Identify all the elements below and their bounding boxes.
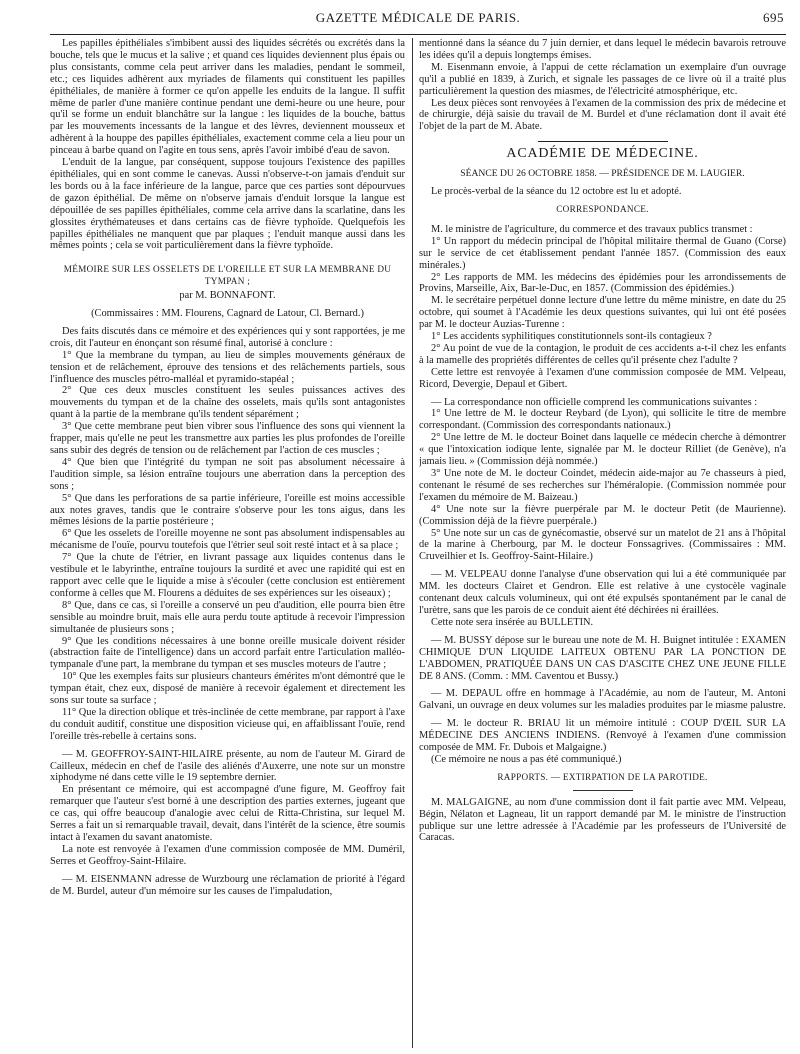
- conclusion-item: 5° Que dans les perforations de sa partie inférieure, l'oreille est moins accessible aux notes graves, tandis que le contraire s'observe pour les tons aigus, dans les mêmes lésions de la partie postérieure ;: [50, 492, 405, 528]
- column-divider: [412, 38, 413, 1048]
- article-heading: MÉMOIRE SUR LES OSSELETS DE L'OREILLE ET SUR LA MEMBRANE DU TYMPAN ;: [63, 264, 392, 287]
- subsection-heading: CORRESPONDANCE.: [556, 203, 649, 214]
- conclusion-item: 4° Que bien que l'intégrité du tympan ne soit pas absolument nécessaire à l'audition simple, sa lésion entraîne toujours une aberration dans la perception des sons ;: [50, 456, 405, 492]
- paragraph: Cette lettre est renvoyée à l'examen d'une commission composée de MM. Velpeau, Ricord, Devergie, Depaul et Gibert.: [419, 366, 786, 390]
- paragraph: Le procès-verbal de la séance du 12 octobre est lu et adopté.: [431, 186, 682, 198]
- paragraph: — M. EISENMANN adresse de Wurzbourg une réclamation de priorité à l'égard de M. Burdel, auteur d'un mémoire sur les causes de l'impaludation,: [50, 873, 405, 897]
- running-header: [50, 10, 786, 28]
- list-item: 1° Une lettre de M. le docteur Reybard (de Lyon), qui sollicite le titre de membre correspondant. (Commission des correspondants nationaux.): [419, 408, 786, 432]
- paragraph: mentionné dans la séance du 7 juin dernier, et dans lequel le médecin bavarois retrouve les idées qu'il a depuis longtemps émises.: [419, 38, 786, 61]
- conclusion-item: 3° Que cette membrane peut bien vibrer sous l'influence des sons qui viennent la frapper, mais qu'elle ne peut les transmettre aux parties les plus profondes de l'oreille sans subir des degrés de tension ou de relâchement par l'action de ces muscles ;: [50, 421, 405, 456]
- section-rule: [538, 141, 668, 142]
- right-column: [419, 38, 786, 1048]
- conclusion-item: 8° Que, dans ce cas, si l'oreille a conservé un peu d'audition, elle pourra bien être sensible au moindre bruit, mais elle aura perdu toute aptitude à recevoir l'impression simultanée de plusieurs sons ;: [50, 599, 405, 635]
- list-item: 2° Une lettre de M. le docteur Boinet dans laquelle ce médecin cherche à démontrer « que l'intoxication iodique lente, signalée par M. le docteur Rilliet (de Genève), n'a jamais lieu. » (Commission déjà nommée.): [419, 432, 786, 468]
- conclusion-item: 2° Que ces deux muscles constituent les seules puissances actives des mouvements du tympan et de la chaîne des osselets, mais qu'ils sont antagonistes quant à la partie de la membrane qu'ils tendent séparément ;: [50, 385, 405, 421]
- paragraph: M. Eisenmann envoie, à l'appui de cette réclamation un exemplaire d'un ouvrage qu'il a publié en 1839, à Zurich, et signale les passages de ce livre où il a traité plus particulièrement la question des miasmes, de l'électricité atmosphérique, etc.: [419, 61, 786, 97]
- session-line: SÉANCE DU 26 OCTOBRE 1858. — PRÉSIDENCE DE M. LAUGIER.: [460, 168, 745, 180]
- list-item: 4° Une note sur la fièvre puerpérale par M. le docteur Petit (de Maurienne). (Commission déjà de la fièvre puerpérale.): [419, 503, 786, 527]
- conclusion-item: 9° Que les conditions nécessaires à une bonne oreille musicale doivent résider (abstraction faite de l'intelligence) dans un accord parfait entre l'articulation malléo-tympanale d'une part, la membrane du tympan et ses muscles moteurs de l'autre ;: [50, 635, 405, 671]
- paragraph: — M. BUSSY dépose sur le bureau une note de M. H. Buignet intitulée : EXAMEN CHIMIQUE D'UN LIQUIDE LAITEUX OBTENU PAR LA PONCTION DE L'ABDOMEN, PRATIQUÉE DANS UN CAS D'ASCITE CHEZ UNE JEUNE FILLE DE 8 ANS. (Comm. : MM. Caventou et Bussy.): [419, 634, 786, 682]
- paragraph: Des faits discutés dans ce mémoire et des expériences qui y sont rapportées, je me crois, dit l'auteur en énonçant son résumé final, autorisé à conclure :: [50, 325, 405, 349]
- paragraph: Les deux pièces sont renvoyées à l'examen de la commission des prix de médecine et de chirurgie, déjà saisie du travail de M. Burdel et d'une réclamation dont il avait été l'objet de la part de M. Abate.: [419, 97, 786, 133]
- article-author: par M. BONNAFONT.: [179, 290, 276, 302]
- text-columns: [50, 38, 786, 1048]
- list-item: 2° Les rapports de MM. les médecins des épidémies pour les arrondissements de Provins, Marseille, Aix, Bar-le-Duc, en 1857. (Commission des épidémies.): [419, 271, 786, 295]
- left-column: [50, 38, 405, 1048]
- paragraph: — M. GEOFFROY-SAINT-HILAIRE présente, au nom de l'auteur M. Girard de Cailleux, médecin en chef de l'asile des aliénés d'Auxerre, une note sur un monstre xiphodyme né dans cette ville le 19 septembre dernier.: [50, 748, 405, 784]
- paragraph: — M. le docteur R. BRIAU lit un mémoire intitulé : COUP D'ŒIL SUR LA MÉDECINE DES ANCIENS INDIENS. (Renvoyé à l'examen d'une commission composée de MM. Fr. Dubois et Malgaigne.): [419, 718, 786, 754]
- list-item: 1° Les accidents syphilitiques constitutionnels sont-ils contagieux ?: [431, 331, 712, 343]
- conclusion-item: 7° Que la chute de l'étrier, en livrant passage aux liquides contenus dans le vestibule et le labyrinthe, entraîne toujours la surdité et avec une rapidité qui est en rapport avec celle que le liquide a mise à s'écouler (cette conclusion est entièrement conforme à celles que M. Flourens a déduites de ses expériences sur les oiseaux) ;: [50, 552, 405, 599]
- section-rule: [573, 790, 633, 791]
- section-title: ACADÉMIE DE MÉDECINE.: [506, 146, 699, 162]
- conclusion-item: 10° Que les exemples faits sur plusieurs chanteurs émérites m'ont démontré que le tympan était, chez eux, disposé de manière à recevoir également et directement les sons sur toute sa surface ;: [50, 671, 405, 707]
- paragraph: M. le secrétaire perpétuel donne lecture d'une lettre du même ministre, en date du 25 octobre, qui soumet à l'Académie les deux questions suivantes, qui lui ont été posées par M. le docteur Auzias-Turenne :: [419, 295, 786, 331]
- paragraph: — M. VELPEAU donne l'analyse d'une observation qui lui a été communiquée par MM. les docteurs Clairet et Gendron. Elle est relative à une cystocèle vaginale contenant deux calculs volumineux, qui ont été expulsés spontanément par le canal de l'urètre, sans que les parois de ce conduit aient été déchirées ni éraillées.: [419, 569, 786, 616]
- paragraph: M. le ministre de l'agriculture, du commerce et des travaux publics transmet :: [431, 223, 753, 235]
- paragraph: L'enduit de la langue, par conséquent, suppose toujours l'existence des papilles épithéliales, qui en sont comme le canevas. Aussi n'observe-t-on jamais d'enduit sur les bords ou à la face inférieure de la langue, parce que ces parties sont dépourvues de gazon épithélial. De même on n'observe jamais d'enduit lorsque la langue est dépouillée de ses papilles épithéliales, comme cela arrive dans la scarlatine, dans les glossites érythémateuses et dans certains cas de fièvre typhoïde. Quelquefois les papilles épithéliales ne manquent que par plaques ; l'enduit manque aussi dans les mêmes points ; cela se voit particulièrement dans la fièvre typhoïde.: [50, 157, 405, 252]
- list-item: 5° Une note sur un cas de gynécomastie, observé sur un matelot de 21 ans à l'hôpital de la marine à Cherbourg, par M. le docteur Fonssagrives. (Commissaires : MM. Cruveilhier et Is. Geoffroy-Saint-Hilaire.): [419, 527, 786, 563]
- paragraph: — M. DEPAUL offre en hommage à l'Académie, au nom de l'auteur, M. Antoni Galvani, un ouvrage en deux volumes sur les maladies produites par le miasme palustre.: [419, 688, 786, 712]
- list-item: 3° Une note de M. le docteur Coindet, médecin aide-major au 7e chasseurs à pied, contenant le résumé de ses recherches sur l'héméralopie. (Commission nommée pour l'examen du mémoire de M. Baizeau.): [419, 468, 786, 503]
- commissioners: (Commissaires : MM. Flourens, Cagnard de Latour, Cl. Bernard.): [91, 308, 364, 320]
- conclusion-item: 1° Que la membrane du tympan, au lieu de simples mouvements généraux de tension et de relâchement, éprouve des tensions et des relâchements partiels, sous l'influence des muscles pétro-malléal et pyramido-stapéal ;: [50, 349, 405, 385]
- journal-title: GAZETTE MÉDICALE DE PARIS.: [315, 10, 521, 25]
- paragraph: Les papilles épithéliales s'imbibent aussi des liquides sécrétés ou excrétés dans la bouche, tels que le mucus et la salive ; et quand ces liquides deviennent plus épais ou plus consistants, comme cela peut arriver dans les maladies, pendant le sommeil, etc.; ces liquides adhèrent aux myriades de filaments qui constituent les papilles épithéliales, de manière à former ce qu'on appelle les enduits de la langue. Il suffit même de parler d'une manière continue pendant une demi-heure ou une heure, pour qu'il se forme un enduit blanchâtre sur la langue : les liquides de la bouche, battus par les mouvements incessants de la langue et des lèvres, deviennent mousseux et adhèrent à la houppe des papilles épithéliales, exactement comme cela a lieu pour un pinceau à barbe quand on l'agite en tous sens, après l'avoir imbibé d'eau de savon.: [50, 38, 405, 157]
- paragraph: M. MALGAIGNE, au nom d'une commission dont il fait partie avec MM. Velpeau, Bégin, Nélaton et Lagneau, lit un rapport demandé par M. le ministre de l'instruction publique sur une lettre adressée à l'Académie par les professeurs de l'Université de Caracas.: [419, 796, 786, 844]
- subsection-heading: RAPPORTS. — EXTIRPATION DE LA PAROTIDE.: [497, 771, 708, 782]
- paragraph: — La correspondance non officielle comprend les communications suivantes :: [431, 396, 758, 408]
- paragraph: Cette note sera insérée au BULLETIN.: [431, 616, 594, 628]
- list-item: 2° Au point de vue de la contagion, le produit de ces accidents a-t-il chez les enfants à la mamelle des propriétés différentes de celles qu'il présente chez l'adulte ?: [419, 342, 786, 366]
- conclusion-item: 11° Que la direction oblique et très-inclinée de cette membrane, par rapport à l'axe du conduit auditif, constitue une disposition vicieuse qui, en affaiblissant l'ouïe, rend l'oreille très-rebelle à certains sons.: [50, 706, 405, 742]
- conclusion-item: 6° Que les osselets de l'oreille moyenne ne sont pas absolument indispensables au mécanisme de l'ouïe, pourvu toutefois que l'étrier seul soit resté intact et à sa place ;: [50, 528, 405, 552]
- header-rule: [50, 34, 786, 35]
- paragraph: (Ce mémoire ne nous a pas été communiqué.): [431, 753, 622, 765]
- page-number: 695: [763, 10, 784, 25]
- list-item: 1° Un rapport du médecin principal de l'hôpital militaire thermal de Guano (Corse) sur le service de cet établissement pendant l'année 1857. (Commission des eaux minérales.): [419, 235, 786, 271]
- paragraph: En présentant ce mémoire, qui est accompagné d'une figure, M. Geoffroy fait remarquer que l'auteur s'est borné à une description des parties externes, jugeant que ce cas, qui offre beaucoup d'analogie avec celui de Ritta-Christina, sur lequel M. Serres a fait un si remarquable travail, devait, dans l'intérêt de la science, être soumis intact à l'examen du savant anatomiste.: [50, 784, 405, 843]
- paragraph: La note est renvoyée à l'examen d'une commission composée de MM. Duméril, Serres et Geoffroy-Saint-Hilaire.: [50, 843, 405, 867]
